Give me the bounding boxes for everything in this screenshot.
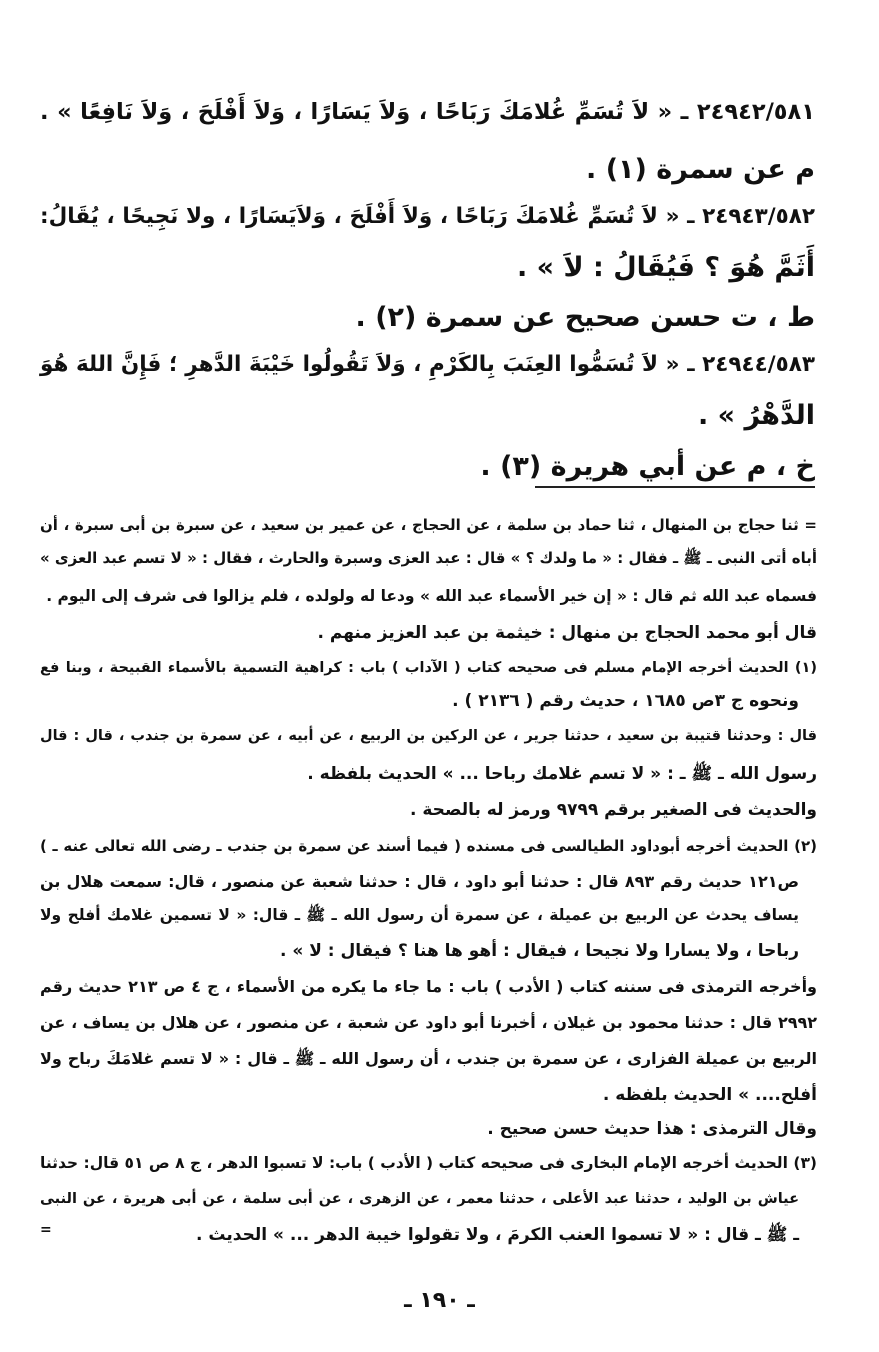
footnote-line: فسماه عبد الله ثم قال : « إن خير الأسماء عبد الله » ودعا له ولولده ، فلم يزالوا فى شرف إلى اليوم . bbox=[46, 587, 817, 605]
footnote-line: عياش بن الوليد ، حدثنا عبد الأعلى ، حدثنا معمر ، عن الزهرى ، عن أبى سلمة ، عن أبى هريرة ، عن النبى bbox=[40, 1191, 799, 1207]
hadith-582-source: ط ، ت حسن صحيح عن سمرة (٢) . bbox=[355, 302, 815, 333]
hadith-583-source: خ ، م عن أبي هريرة (٣) . bbox=[480, 451, 815, 482]
footnote-line: رسول الله ـ ﷺ ـ : « لا تسم غلامك رباحا ... » الحديث بلفظه . bbox=[307, 764, 817, 784]
continuation-marker: = bbox=[40, 1222, 52, 1238]
footnote-separator bbox=[535, 486, 815, 488]
footnote-line: ونحوه ج ٣ص ١٦٨٥ ، حديث رقم ( ٢١٣٦ ) . bbox=[452, 691, 799, 711]
footnote-line: قال أبو محمد الحجاج بن منهال : خيثمة بن عبد العزيز منهم . bbox=[317, 623, 817, 643]
footnote-line: أباه أتى النبى ـ ﷺ ـ فقال : « ما ولدك ؟ » قال : عبد العزى وسبرة والحارث ، فقال : « لا تسم عبد العزى » bbox=[40, 549, 817, 567]
footnote-2: (٢) الحديث أخرجه أبوداود الطيالسى فى مسنده ( فيما أسند عن سمرة بن جندب ـ رضى الله تعالى عنه ـ ) bbox=[40, 837, 817, 855]
hadith-582-continued: أَثَمَّ هُوَ ؟ فَيُقَالُ : لاَ » . bbox=[517, 252, 815, 283]
footnote-line: أفلح.... » الحديث بلفظه . bbox=[602, 1085, 817, 1105]
hadith-582: ٢٤٩٤٣/٥٨٢ ـ « لاَ تُسَمِّ غُلامَكَ رَبَاحًا ، وَلاَ أَفْلَحَ ، وَلاَيَسَارًا ، ولا نَجِيحًا ، يُقَالُ: bbox=[40, 204, 815, 229]
footnote-line: = ثنا حجاج بن المنهال ، ثنا حماد بن سلمة ، عن الحجاج ، عن عمير بن سعيد ، عن سبرة بن أبى سبرة ، أن bbox=[40, 516, 817, 534]
footnote-line: والحديث فى الصغير برقم ٩٧٩٩ ورمز له بالصحة . bbox=[410, 800, 817, 820]
footnote-line: قال : وحدثنا قتيبة بن سعيد ، حدثنا جرير ، عن الركين بن الربيع ، عن أبيه ، عن سمرة بن جندب ، قال : قال bbox=[40, 728, 817, 744]
footnote-line: وقال الترمذى : هذا حديث حسن صحيح . bbox=[487, 1119, 817, 1139]
hadith-583-continued: الدَّهْرُ » . bbox=[697, 400, 815, 431]
footnote-line: يساف يحدث عن الربيع بن عميلة ، عن سمرة أن رسول الله ـ ﷺ ـ قال: « لا تسمين غلامك أفلح ولا bbox=[40, 906, 799, 924]
footnote-line: ـ ﷺ ـ قال : « لا تسموا العنب الكرمَ ، ولا تقولوا خيبة الدهر ... » الحديث . bbox=[196, 1225, 799, 1245]
footnote-line: الربيع بن عميلة الفزارى ، عن سمرة بن جندب ، أن رسول الله ـ ﷺ ـ قال : « لا تسم غلامَكَ رباح ولا bbox=[40, 1049, 817, 1068]
hadith-583: ٢٤٩٤٤/٥٨٣ ـ « لاَ تُسَمُّوا العِنَبَ بِالكَرْمِ ، وَلاَ تَقُولُوا خَيْبَةَ الدَّهرِ ؛ فَإِنَّ اللهَ هُوَ bbox=[40, 352, 815, 377]
footnote-line: ص١٢١ حديث رقم ٨٩٣ قال : حدثنا أبو داود ، قال : حدثنا شعبة عن منصور ، قال: سمعت هلال بن bbox=[40, 872, 799, 891]
hadith-581: ٢٤٩٤٢/٥٨١ ـ « لاَ تُسَمِّ غُلامَكَ رَبَاحًا ، وَلاَ يَسَارًا ، وَلاَ أَفْلَحَ ، وَلاَ نَافِعًا » . bbox=[40, 99, 815, 125]
hadith-581-source: م عن سمرة (١) . bbox=[586, 154, 815, 185]
footnote-1: (١) الحديث أخرجه الإمام مسلم فى صحيحه كتاب ( الآداب ) باب : كراهية التسمية بالأسماء القبيحة ، وبنا فع bbox=[40, 660, 817, 676]
footnote-3: (٣) الحديث أخرجه الإمام البخارى فى صحيحه كتاب ( الأدب ) باب: لا تسبوا الدهر ، ج ٨ ص ٥١ قال: حدثنا bbox=[40, 1154, 817, 1172]
footnote-line: ٢٩٩٢ قال : حدثنا محمود بن غيلان ، أخبرنا أبو داود عن شعبة ، عن منصور ، عن هلال بن يساف ، عن bbox=[40, 1013, 817, 1032]
page-number: ـ ١٩٠ ـ bbox=[404, 1288, 475, 1313]
footnote-line: وأخرجه الترمذى فى سننه كتاب ( الأدب ) باب : ما جاء ما يكره من الأسماء ، ج ٤ ص ٢١٣ حديث رقم bbox=[40, 977, 817, 996]
footnote-line: رباحا ، ولا يسارا ولا نجيحا ، فيقال : أهو ها هنا ؟ فيقال : لا » . bbox=[279, 941, 799, 961]
